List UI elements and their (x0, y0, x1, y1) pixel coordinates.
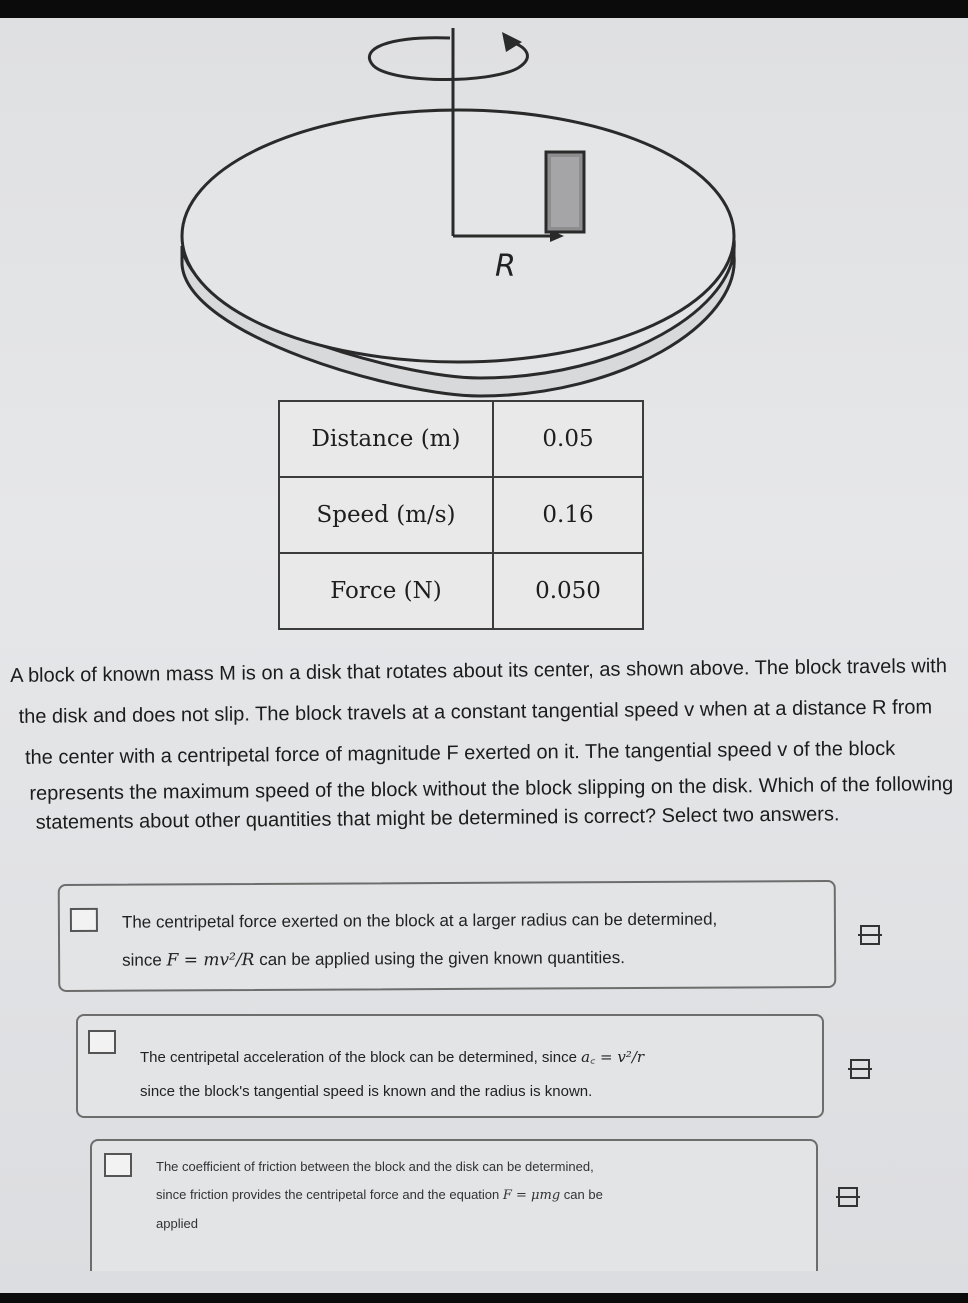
radius-label: R (495, 249, 516, 284)
screen (0, 18, 968, 1293)
option-checkbox[interactable] (70, 908, 98, 932)
question-line: A block of known mass M is on a disk that rotates about its center, as shown above. The block travels with (10, 655, 948, 687)
rotating-disk-figure (150, 18, 750, 408)
row-value: 0.050 (493, 553, 643, 629)
strikethrough-icon[interactable] (848, 1058, 872, 1080)
table-row (279, 401, 643, 477)
question-line: the center with a centripetal force of magnitude F exerted on it. The tangential speed v of the block (24, 737, 896, 769)
answer-option-2[interactable] (76, 1014, 824, 1118)
question-line: represents the maximum speed of the block without the block slipping on the disk. Which of the following (29, 773, 954, 805)
question-text (10, 646, 962, 837)
rotation-arrow (369, 38, 527, 80)
row-value: 0.16 (493, 477, 643, 553)
option-text: The centripetal force exerted on the block at a larger radius can be determined, since F = mv²/R can be applied using the given known quantities. (121, 909, 718, 971)
question-line: statements about other quantities that might be determined is correct? Select two answers. (35, 803, 840, 834)
answer-option-3[interactable] (90, 1139, 818, 1271)
question-line: the disk and does not slip. The block travels at a constant tangential speed v when at a distance R from (18, 696, 933, 728)
row-value: 0.05 (493, 401, 643, 477)
table-row (279, 477, 643, 553)
option-text: The coefficient of friction between the block and the disk can be determined, since friction provides the centripetal force and the equation F = μmg can be applied (156, 1159, 603, 1231)
row-label: Force (N) (279, 553, 493, 629)
data-table (278, 400, 644, 630)
strikethrough-icon[interactable] (858, 924, 882, 946)
row-label: Speed (m/s) (279, 477, 493, 553)
strikethrough-icon[interactable] (836, 1186, 860, 1208)
table-row (279, 553, 643, 629)
rotation-arrowhead (502, 32, 522, 52)
row-label: Distance (m) (279, 401, 493, 477)
answer-option-1[interactable] (58, 880, 837, 992)
option-text: The centripetal acceleration of the block can be determined, since a꜀ = v²/r since the block's tangential speed is known and the radius is known. (140, 1048, 645, 1100)
option-checkbox[interactable] (104, 1153, 132, 1177)
option-checkbox[interactable] (88, 1030, 116, 1054)
